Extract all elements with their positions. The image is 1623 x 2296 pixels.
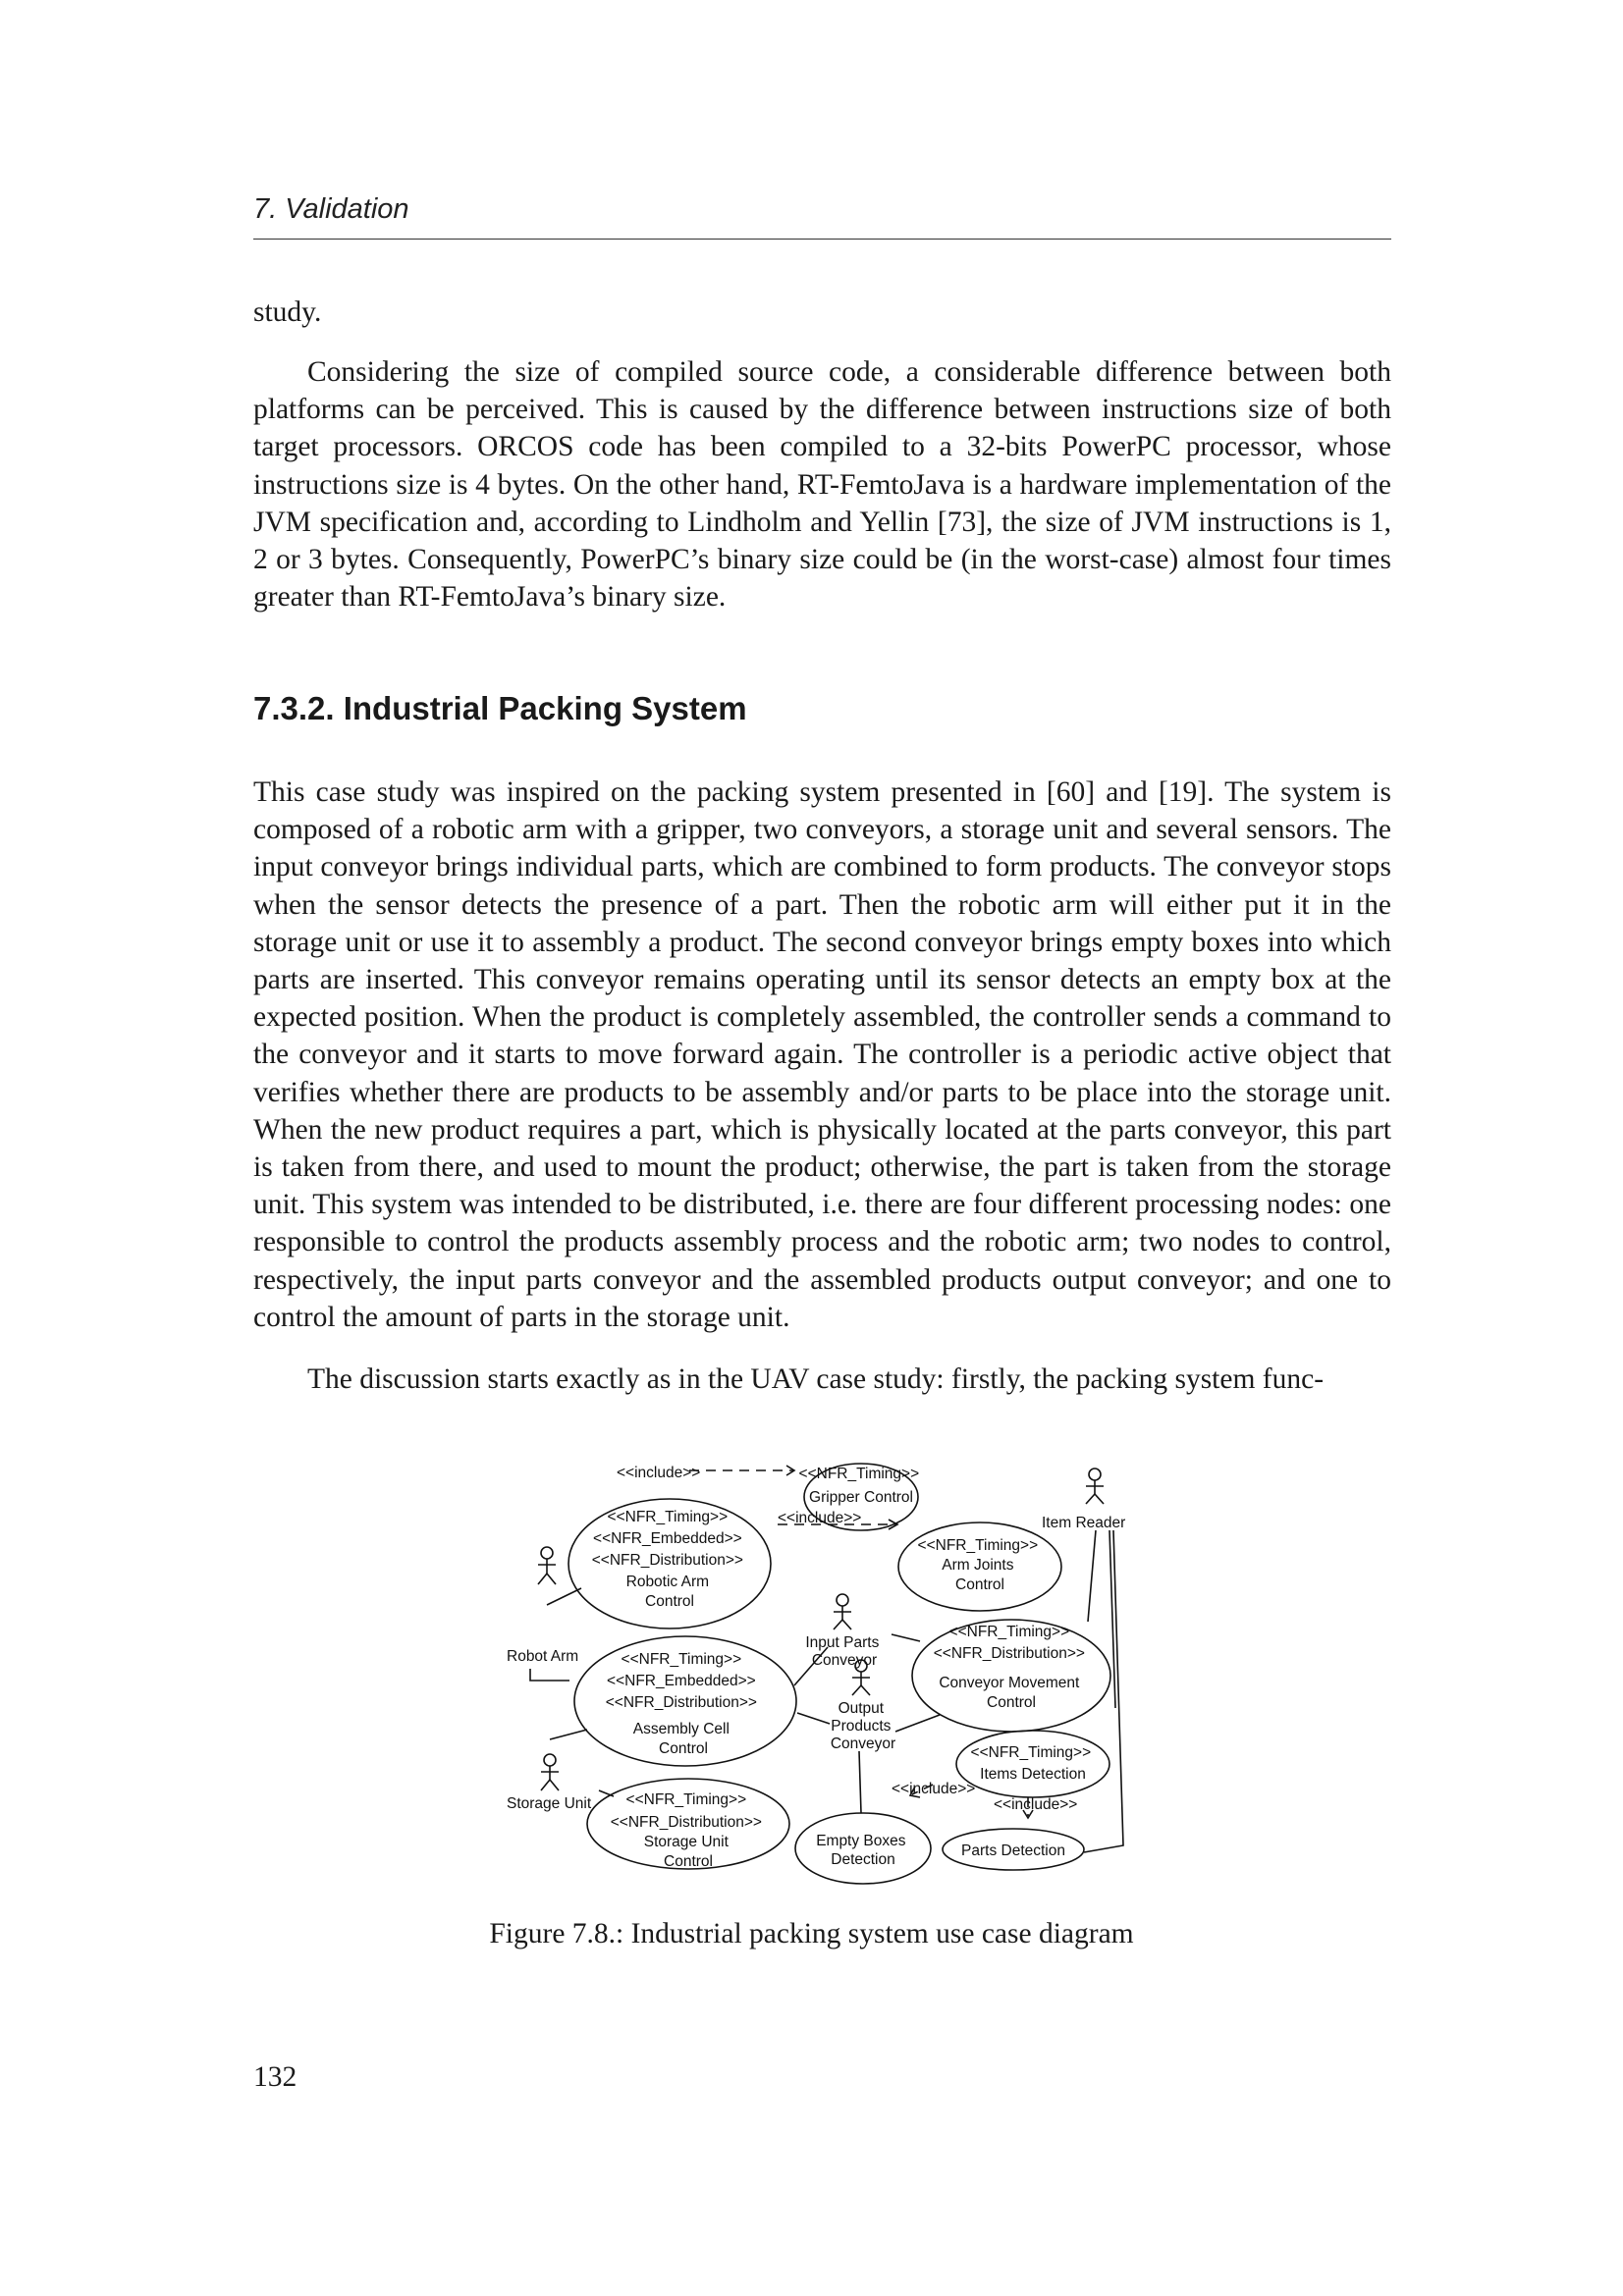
use-case-gripper-control: <<NFR_Timing>> Gripper Control [798,1466,920,1506]
use-case-storage-unit-control: <<NFR_Timing>> <<NFR_Distribution>> Storage Unit Control [610,1791,762,1870]
use-case-items-detection: <<NFR_Timing>> Items Detection [970,1744,1092,1783]
include-label-gripper: <<include>> [617,1465,701,1481]
actor-input-parts-conveyor-figure [834,1594,851,1629]
use-case-arm-joints-control: <<NFR_Timing>> Arm Joints Control [917,1537,1039,1593]
actor-storage-unit-figure [541,1754,559,1790]
actor-item-reader-figure [1086,1468,1104,1504]
actor-label-item-reader: Item Reader [1042,1515,1126,1531]
figure-caption: Figure 7.8.: Industrial packing system use case diagram [489,1918,1134,1949]
use-case-parts-detection: Parts Detection [961,1842,1065,1859]
use-case-items-detection-ellipse [956,1731,1109,1797]
actor-label-output-line1: Output [838,1700,885,1717]
page-number: 132 [253,2061,298,2093]
actor-label-output-line3: Conveyor [830,1735,896,1752]
use-case-conveyor-movement-control: <<NFR_Timing>> <<NFR_Distribution>> Conveyor Movement Control [933,1624,1085,1711]
paragraph-binary-size: Considering the size of compiled source code, a considerable difference between both platforms can be perceived. This is caused by the difference between instructions size of both target processors. ORCOS code has been compiled to a 32-bits PowerPC processor, whose instructions size is 4 bytes. On the other hand, RT-FemtoJava is a hardware implementation of the JVM specification and, according to Lindholm and Yellin [73], the size of JVM instructions is 1, 2 or 3 bytes. Consequently, PowerPC’s binary size could be (in the worst-case) almost four times greater than RT-FemtoJava’s binary size. [253,356,1391,614]
include-label-empty-boxes: <<include>> [892,1781,976,1797]
running-header [253,193,1391,240]
paragraph-continuation: study. [253,296,322,328]
chapter-title: 7. Validation [253,193,409,225]
include-label-parts: <<include>> [994,1796,1078,1813]
use-case-empty-boxes-detection: Empty Boxes Detection [816,1833,906,1868]
paragraph-case-study: This case study was inspired on the packing system presented in [60] and [19]. The system is composed of a robotic arm with a gripper, two conveyors, a storage unit and several sensors. The input conveyor brings individual parts, which are combined to form products. The conveyor stops when the sensor detects the presence of a part. Then the robotic arm will either put it in the storage unit or use it to assembly a product. The second conveyor brings empty boxes into which parts are inserted. This conveyor remains operating until its sensor detects an empty box at the expected position. When the product is completely assembled, the controller sends a command to the conveyor and it starts to move forward again. The controller is a periodic active object that verifies whether there are products to be assembly and/or parts to be place into the storage unit. When the new product requires a part, which is physically located at the parts conveyor, this part is taken from there, and used to mount the product; otherwise, the part is taken from the storage unit. This system was intended to be distributed, i.e. there are four different processing nodes: one responsible to control the products assembly process and the robotic arm; two nodes to control, respectively, the input parts conveyor and the assembled products output conveyor; and one to control the amount of parts in the storage unit. [253,776,1391,1333]
use-case-assembly-cell-control: <<NFR_Timing>> <<NFR_Embedded>> <<NFR_Distribution>> Assembly Cell Control [605,1651,757,1757]
actor-label-input-parts-line2: Conveyor [811,1652,878,1669]
use-case-robotic-arm-control: <<NFR_Timing>> <<NFR_Embedded>> <<NFR_Distribution>> Robotic Arm Control [591,1509,743,1610]
svg-text:Output Products Convey [831,1700,895,1752]
actor-label-output-line2: Products [831,1718,892,1735]
include-label-arm-joints: <<include>> [778,1510,862,1526]
section-heading: 7.3.2. Industrial Packing System [253,690,747,726]
svg-text:Input Parts Conveyor [805,1634,883,1669]
actor-robot-arm-figure [538,1547,556,1584]
paragraph-discussion: The discussion starts exactly as in the UAV case study: firstly, the packing system func- [307,1363,1325,1395]
use-case-diagram [501,1433,1129,1895]
actor-label-storage-unit: Storage Unit [507,1795,592,1812]
actor-label-robot-arm: Robot Arm [507,1648,579,1665]
actor-label-input-parts-line1: Input Parts [805,1634,880,1651]
